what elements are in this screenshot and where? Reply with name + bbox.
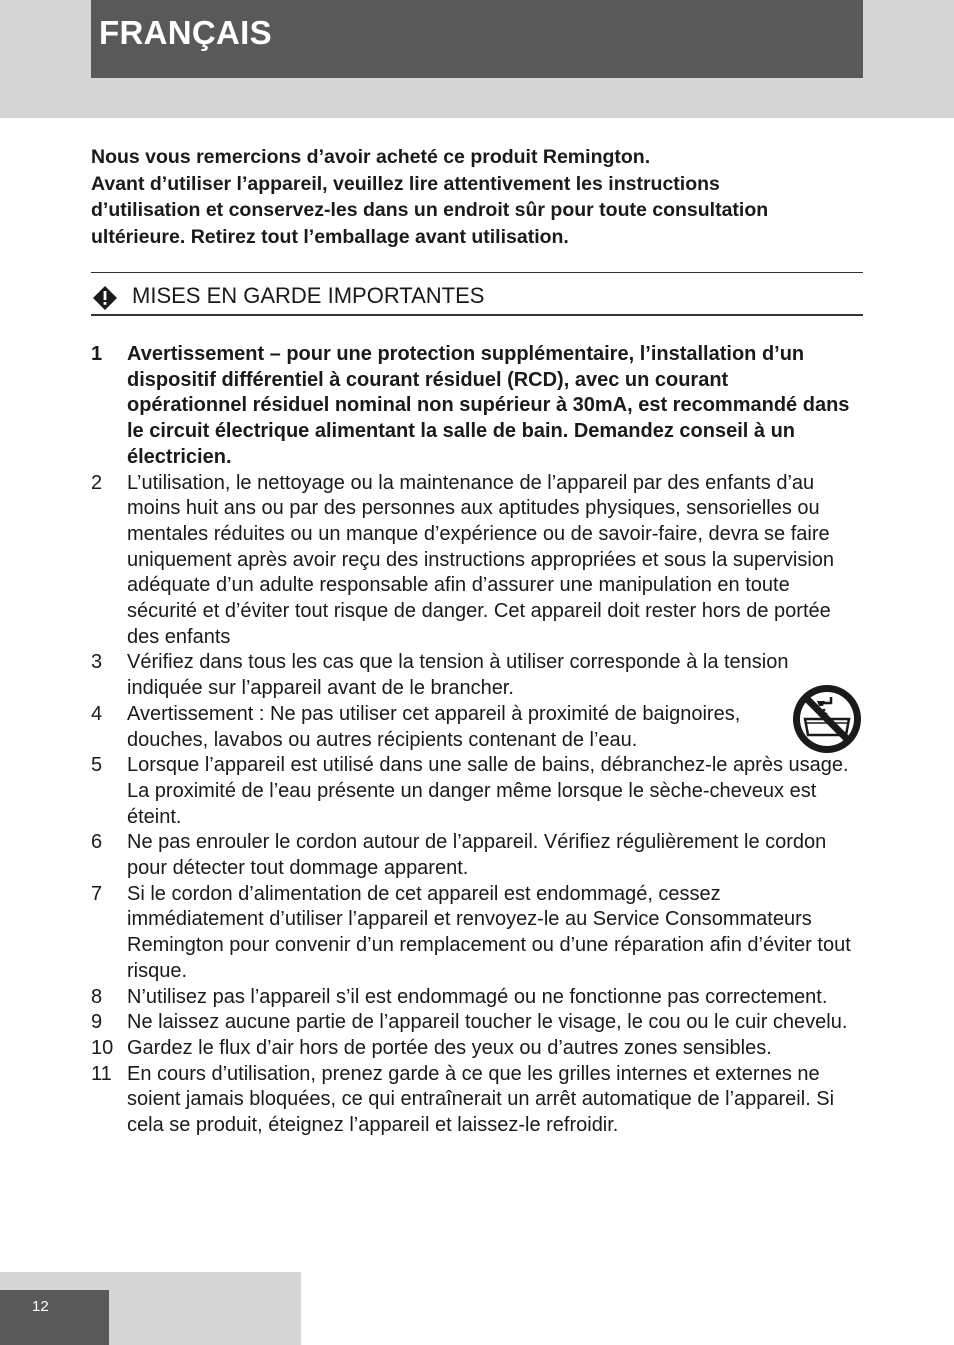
- list-item: 6 Ne pas enrouler le cordon autour de l’appareil. Vérifiez régulièrement le cordon pour détecter tout dommage apparent.: [91, 831, 827, 880]
- intro-text: [91, 144, 831, 250]
- section-header: [91, 272, 863, 316]
- page-title: FRANÇAIS: [99, 14, 272, 51]
- list-item: 8 N’utilisez pas l’appareil s’il est endommagé ou ne fonctionne pas correctement.: [91, 985, 828, 1008]
- list-item: 9 Ne laissez aucune partie de l’appareil toucher le visage, le cou ou le cuir chevelu.: [91, 1011, 848, 1034]
- list-item: 10 Gardez le flux d’air hors de portée des yeux ou d’autres zones sensibles.: [91, 1036, 772, 1059]
- footer-page-box: [0, 1290, 109, 1345]
- intro-line-1: Nous vous remercions d’avoir acheté ce produit Remington.: [91, 146, 651, 168]
- intro-line-2: Avant d’utiliser l’appareil, veuillez lire attentivement les instructions d’utilisation et conservez-les dans un endroit sûr pour toute consultation ultérieure. Retirez tout l’emballage avant utilisation.: [91, 172, 769, 248]
- list-item: 5 Lorsque l’appareil est utilisé dans une salle de bains, débranchez-le après usage. La proximité de l’eau présente un danger même lorsque le sèche-cheveux est éteint.: [91, 754, 849, 828]
- list-item: 4 Avertissement : Ne pas utiliser cet appareil à proximité de baignoires, douches, lavabos ou autres récipients contenant de l’eau.: [91, 702, 741, 751]
- list-item: 7 Si le cordon d’alimentation de cet appareil est endommagé, cessez immédiatement d’utiliser l’appareil et renvoyez-le au Service Consommateurs Remington pour convenir d’un remplacement ou d’une réparation afin d’éviter tout risque.: [91, 882, 851, 982]
- list-item: 1 Avertissement – pour une protection supplémentaire, l’installation d’un dispositif différentiel à courant résiduel (RCD), avec un courant opérationnel résiduel nominal non supérieur à 30mA, est recommandé dans le circuit électrique alimentant la salle de bain. Demandez conseil à un électricien.: [91, 343, 850, 468]
- no-water-icon: [791, 683, 863, 755]
- warnings-list: [91, 342, 851, 1139]
- page-number: 12: [32, 1298, 49, 1315]
- section-title: MISES EN GARDE IMPORTANTES: [132, 283, 485, 308]
- list-item: 11 En cours d’utilisation, prenez garde à ce que les grilles internes et externes ne soient jamais bloquées, ce qui entraînerait un arrêt automatique de l’appareil. Si cela se produit, éteignez l’appareil et laissez-le refroidir.: [91, 1062, 835, 1137]
- warning-diamond-icon: [93, 286, 117, 310]
- list-item: 2 L’utilisation, le nettoyage ou la maintenance de l’appareil par des enfants d’au moins huit ans ou par des personnes aux aptitudes physiques, sensorielles ou mentales réduites ou un manque d’expérience ou de savoir-faire, devra se faire uniquement après avoir reçu des instructions appropriées et sous la supervision adéquate d’un adulte responsable afin d’assurer une manipulation en toute sécurité et d’éviter tout risque de danger. Cet appareil doit rester hors de portée des enfants: [91, 471, 835, 648]
- list-item: 3 Vérifiez dans tous les cas que la tension à utiliser corresponde à la tension indiquée sur l’appareil avant de le brancher.: [91, 651, 789, 700]
- header-title-box: [91, 0, 863, 78]
